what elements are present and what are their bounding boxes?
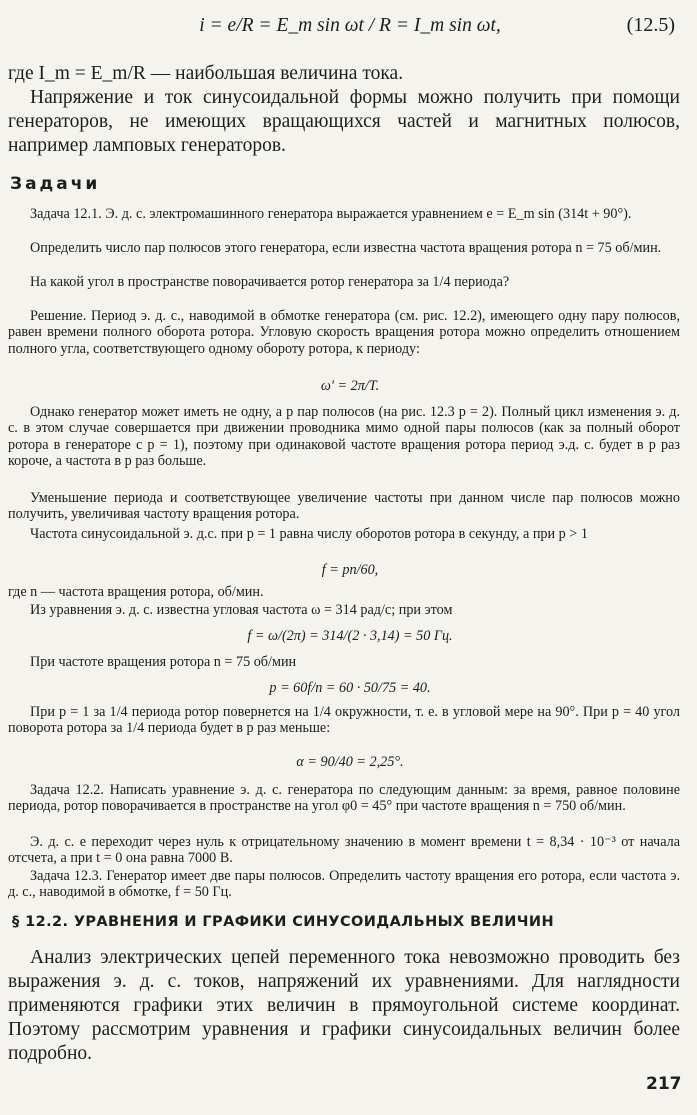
task-12-1-paragraph-frequency: Частота синусоидальной э. д.с. при p = 1 равна числу оборотов ротора в секунду, а при p > 1 — [30, 526, 588, 542]
intro-line: где I_m = E_m/R — наибольшая величина тока. — [8, 63, 404, 84]
intro-paragraph: Напряжение и ток синусоидальной формы можно получить при помощи генераторов, не имеющих вращающихся частей и магнитных полюсов, например ламповых генераторов. — [8, 87, 680, 156]
formula-angular-speed: ω' = 2π/T. — [320, 378, 380, 394]
formula-pole-pairs: p = 60f/n = 60 · 50/75 = 40. — [269, 680, 431, 696]
section-heading: § 12.2. УРАВНЕНИЯ И ГРАФИКИ СИНУСОИДАЛЬНЫХ ВЕЛИЧИН — [12, 914, 554, 930]
task-12-1-solution: Решение. Период э. д. с., наводимой в обмотке генератора (см. рис. 12.2), имеющего одну пару полюсов, равен времени полного оборота ротора. Угловую скорость вращения ротора можно определить отношением полного угла, соответствующего одному обороту ротора, к периоду: — [8, 308, 680, 357]
task-12-1-paragraph-poles: Однако генератор может иметь не одну, а p пар полюсов (на рис. 12.3 p = 2). Полный цикл изменения э. д. с. в этом случае совершается при движении проводника мимо одной пары полюсов (как за полный оборот ротора в генераторе с p = 1), поэтому при одинаковой частоте вращения ротора период э.д. с. будет в p раз короче, а частота в p раз больше. — [8, 404, 680, 470]
task-12-1-angular-frequency: Из уравнения э. д. с. известна угловая частота ω = 314 рад/с; при этом — [30, 602, 453, 618]
task-12-1-question-2: На какой угол в пространстве поворачивается ротор генератора за 1/4 периода? — [30, 274, 510, 290]
task-12-1-paragraph-period: Уменьшение периода и соответствующее увеличение частоты при данном числе пар полюсов можно получить, увеличивая частоту вращения ротора. — [8, 490, 680, 523]
task-12-1-where-n: где n — частота вращения ротора, об/мин. — [8, 584, 264, 600]
equation-12-5: i = e/R = E_m sin ωt / R = I_m sin ωt, — [199, 15, 501, 36]
formula-alpha: α = 90/40 = 2,25°. — [296, 754, 404, 770]
formula-f-50hz: f = ω/(2π) = 314/(2 · 3,14) = 50 Гц. — [247, 628, 453, 644]
task-12-1-rotation-angle: При p = 1 за 1/4 периода ротор повернется на 1/4 окружности, т. е. в угловой мере на 90°. При p = 40 угол поворота ротора за 1/4 периода будет в p раз меньше: — [8, 704, 680, 737]
task-12-2-statement: Задача 12.2. Написать уравнение э. д. с. генератора по следующим данным: за время, равное половине периода, ротор поворачивается в пространстве на угол φ0 = 45° при частоте вращения n = 750 об/мин. — [8, 782, 680, 815]
task-12-1-statement: Задача 12.1. Э. д. с. электромашинного генератора выражается уравнением e = E_m sin (314t + 90°). — [30, 206, 632, 222]
task-12-1-rotor-speed: При частоте вращения ротора n = 75 об/мин — [30, 654, 297, 670]
formula-frequency: f = pn/60, — [321, 562, 379, 578]
task-12-2-conditions: Э. д. с. e переходит через нуль к отрицательному значению в момент времени t = 8,34 · 10⁻³ от начала отсчета, а при t = 0 она равна 7000 В. — [8, 834, 680, 867]
equation-number: (12.5) — [626, 14, 675, 36]
task-12-1-question-1: Определить число пар полюсов этого генератора, если известна частота вращения ротора n = 75 об/мин. — [30, 240, 662, 256]
tasks-heading: Задачи — [10, 174, 101, 194]
page-number: 217 — [646, 1074, 682, 1094]
task-12-3-statement: Задача 12.3. Генератор имеет две пары полюсов. Определить частоту вращения его ротора, если частота э. д. с., наводимой в обмотке, f = 50 Гц. — [8, 868, 680, 901]
section-paragraph: Анализ электрических цепей переменного тока невозможно проводить без выражения э. д. с. токов, напряжений их уравнениями. Для наглядности применяются графики этих величин в прямоугольной системе координат. Поэтому рассмотрим уравнения и графики синусоидальных величин более подробно. — [8, 947, 680, 1064]
